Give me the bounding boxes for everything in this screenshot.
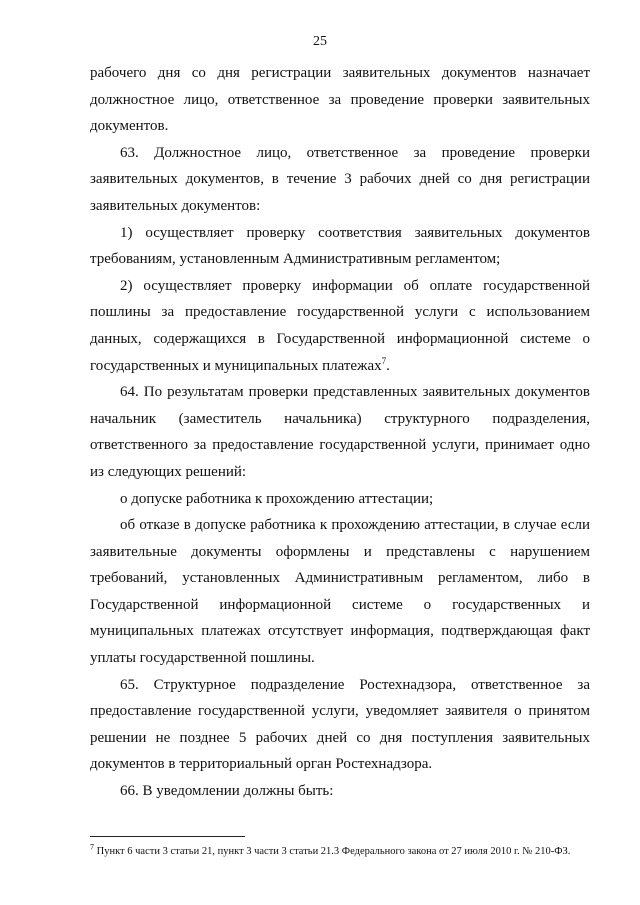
paragraph-63-item-2 [90, 273, 590, 379]
paragraph-63-item-2-text: 2) осуществляет проверку информации об оплате государственной пошлины за предоставление государственной услуги с использованием данных, содержащихся в Государственной информационной системе о государственных и муниципальных платежах [90, 277, 590, 374]
page-number: 25 [313, 34, 327, 49]
footnote-divider [90, 836, 245, 837]
paragraph-64-decision-admit: о допуске работника к прохождению аттестации; [120, 490, 434, 507]
paragraph-continuation: рабочего дня со дня регистрации заявительных документов назначает должностное лицо, ответственное за проведение проверки заявительных документов. [90, 65, 590, 135]
paragraph-63-item-1: 1) осуществляет проверку соответствия заявительных документов требованиям, установленным Административным регламентом; [90, 224, 590, 268]
paragraph-63: 63. Должностное лицо, ответственное за проведение проверки заявительных документов, в течение 3 рабочих дней со дня регистрации заявительных документов: [90, 144, 590, 214]
footnote-marker: 7 [90, 842, 94, 852]
body-text [90, 60, 590, 805]
paragraph-63-item-2-end: . [386, 357, 390, 374]
paragraph-65: 65. Структурное подразделение Ростехнадзора, ответственное за предоставление государственной услуги, уведомляет заявителя о принятом решении не позднее 5 рабочих дней со дня поступления заявительных документов в территориальный орган Ростехнадзора. [90, 676, 590, 773]
paragraph-66: 66. В уведомлении должны быть: [120, 783, 334, 800]
footnote [90, 842, 610, 859]
paragraph-64-decision-refuse: об отказе в допуске работника к прохождению аттестации, в случае если заявительные документы оформлены и представлены с нарушением требований, установленных Административным регламентом, либо в Государственной информационной системе о государственных и муниципальных платежах отсутствует информация, подтверждающая факт уплаты государственной пошлины. [90, 517, 590, 667]
footnote-text: Пункт 6 части 3 статьи 21, пункт 3 части 3 статьи 21.3 Федерального закона от 27 июля 2010 г. № 210-ФЗ. [94, 846, 571, 857]
paragraph-64: 64. По результатам проверки представленных заявительных документов начальник (заместитель начальника) структурного подразделения, ответственного за предоставление государственной услуги, принимает одно из следующих решений: [90, 384, 590, 480]
footnote-reference: 7 [381, 355, 387, 366]
